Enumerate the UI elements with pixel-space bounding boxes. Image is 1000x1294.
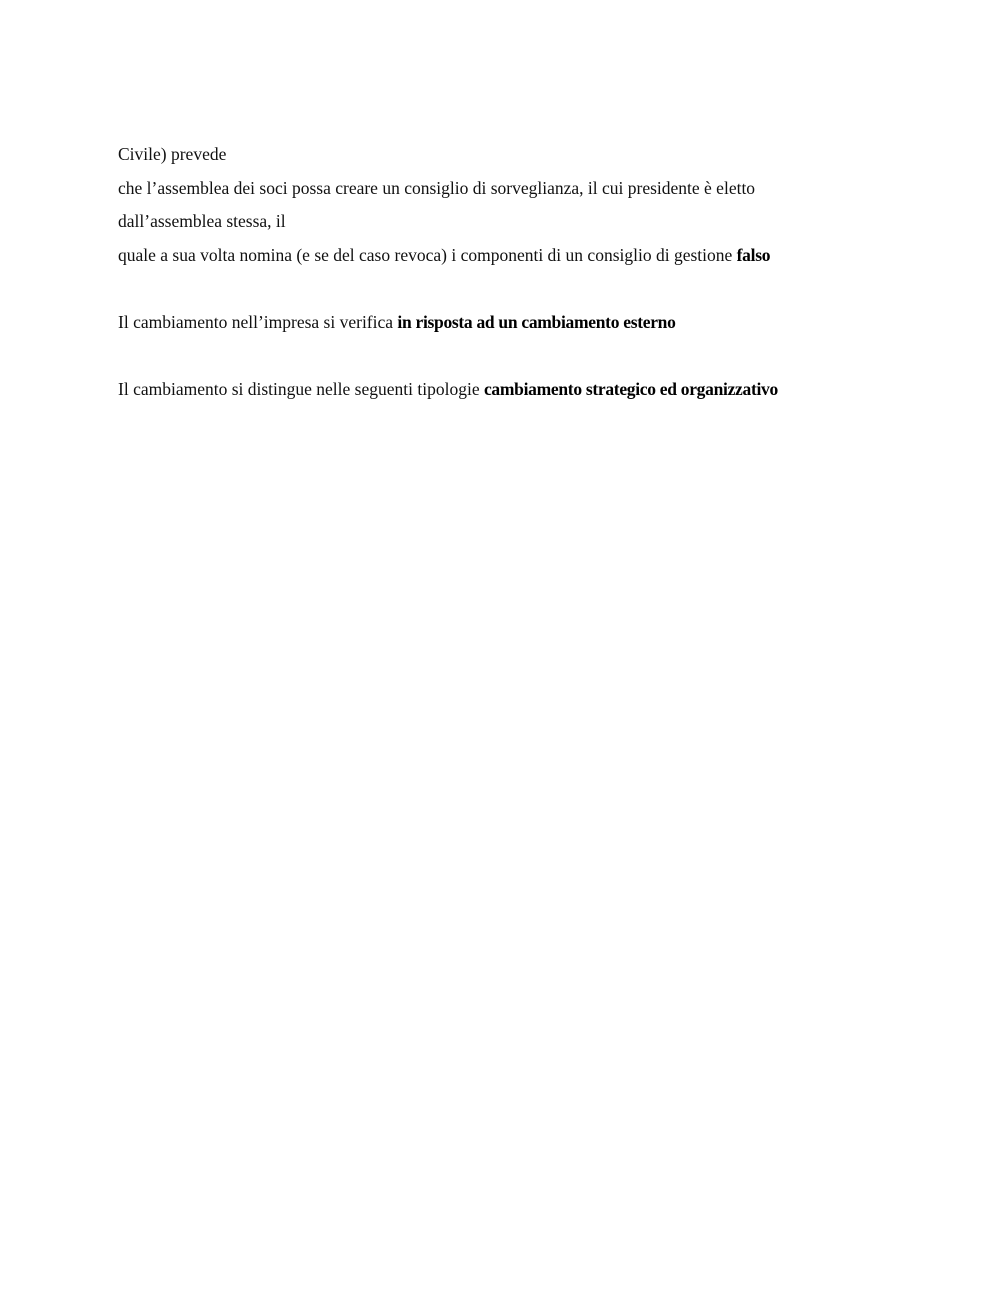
question-1-line — [118, 239, 898, 273]
paragraph-gap — [118, 339, 898, 373]
question-3-line — [118, 373, 898, 407]
answer-2: in risposta ad un cambiamento esterno — [397, 311, 676, 332]
question-2-line — [118, 306, 898, 340]
paragraph-gap — [118, 272, 898, 306]
text-line: che l’assemblea dei soci possa creare un consiglio di sorveglianza, il cui presidente è eletto — [118, 177, 756, 198]
document-body — [118, 138, 898, 406]
answer-1: falso — [736, 244, 771, 265]
answer-3: cambiamento strategico ed organizzativo — [483, 378, 778, 399]
question-3-text: Il cambiamento si distingue nelle seguenti tipologie — [118, 378, 480, 399]
text-line: dall’assemblea stessa, il — [118, 211, 286, 231]
question-2-text: Il cambiamento nell’impresa si verifica — [118, 311, 394, 332]
question-1-text: quale a sua volta nomina (e se del caso revoca) i componenti di un consiglio di gestione — [118, 244, 733, 265]
text-line: Civile) prevede — [118, 144, 227, 164]
